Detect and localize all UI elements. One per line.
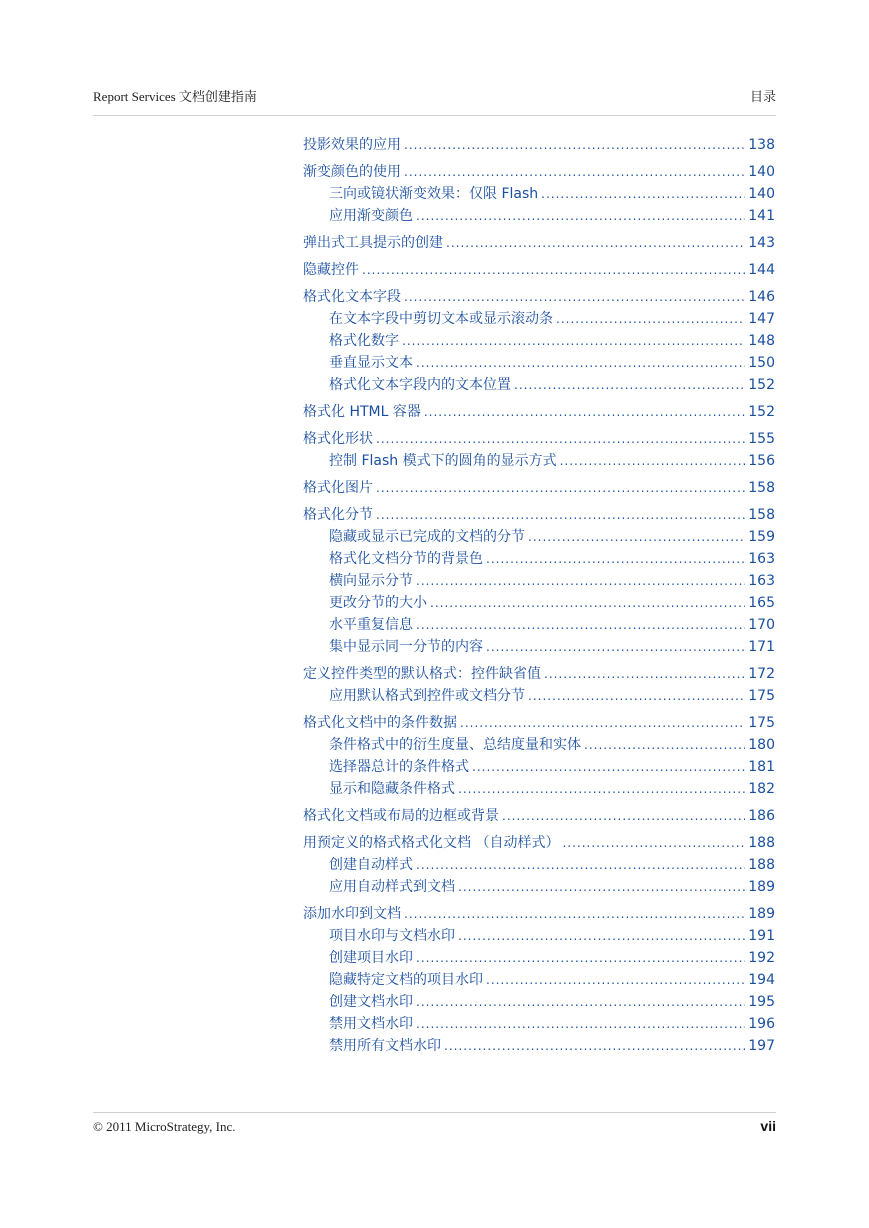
toc-page-number: 188 xyxy=(748,857,775,873)
dot-leader xyxy=(376,504,745,526)
toc-subentry[interactable] xyxy=(303,756,775,778)
toc-subentry[interactable] xyxy=(303,450,775,472)
toc-subentry[interactable] xyxy=(303,925,775,947)
toc-page-number: 156 xyxy=(748,453,775,469)
toc-entry[interactable] xyxy=(303,259,775,281)
toc-entry-title: 格式化文档或布局的边框或背景 xyxy=(303,808,499,824)
toc-page-number: 181 xyxy=(748,759,775,775)
toc-entry-title: 格式化 HTML 容器 xyxy=(303,404,421,420)
toc-page-number: 140 xyxy=(748,186,775,202)
dot-leader xyxy=(556,308,745,330)
toc-entry-title: 条件格式中的衍生度量、总结度量和实体 xyxy=(329,737,581,753)
dot-leader xyxy=(514,374,745,396)
toc-page-number: 165 xyxy=(748,595,775,611)
dot-leader xyxy=(376,477,745,499)
toc-entry-title: 更改分节的大小 xyxy=(329,595,427,611)
dot-leader xyxy=(416,947,745,969)
dot-leader xyxy=(460,712,745,734)
toc-entry-title: 隐藏特定文档的项目水印 xyxy=(329,972,483,988)
toc-page-number: 189 xyxy=(748,906,775,922)
toc-page-number: 144 xyxy=(748,262,775,278)
toc-page-number: 182 xyxy=(748,781,775,797)
copyright-notice: © 2011 MicroStrategy, Inc. xyxy=(93,1119,236,1134)
toc-entry[interactable] xyxy=(303,805,775,827)
toc-page-number: 138 xyxy=(748,137,775,153)
toc-entry[interactable] xyxy=(303,712,775,734)
toc-entry-title: 横向显示分节 xyxy=(329,573,413,589)
dot-leader xyxy=(458,876,745,898)
dot-leader xyxy=(430,592,745,614)
toc-entry-title: 显示和隐藏条件格式 xyxy=(329,781,455,797)
toc-subentry[interactable] xyxy=(303,614,775,636)
toc-subentry[interactable] xyxy=(303,592,775,614)
toc-entry[interactable] xyxy=(303,134,775,156)
toc-subentry[interactable] xyxy=(303,734,775,756)
dot-leader xyxy=(424,401,745,423)
toc-entry-title: 隐藏控件 xyxy=(303,262,359,278)
toc-entry[interactable] xyxy=(303,428,775,450)
dot-leader xyxy=(404,903,745,925)
toc-page-number: 163 xyxy=(748,551,775,567)
toc-subentry[interactable] xyxy=(303,876,775,898)
toc-page-number: 180 xyxy=(748,737,775,753)
toc-subentry[interactable] xyxy=(303,330,775,352)
toc-entry-title: 格式化数字 xyxy=(329,333,399,349)
dot-leader xyxy=(544,663,745,685)
toc-entry-title: 创建自动样式 xyxy=(329,857,413,873)
toc-subentry[interactable] xyxy=(303,778,775,800)
dot-leader xyxy=(402,330,745,352)
dot-leader xyxy=(486,548,745,570)
toc-entry-title: 应用自动样式到文档 xyxy=(329,879,455,895)
dot-leader xyxy=(404,134,745,156)
toc-entry-title: 格式化文档中的条件数据 xyxy=(303,715,457,731)
toc-page-number: 141 xyxy=(748,208,775,224)
toc-page-number: 147 xyxy=(748,311,775,327)
toc-page-number: 152 xyxy=(748,404,775,420)
toc-page-number: 172 xyxy=(748,666,775,682)
dot-leader xyxy=(560,450,746,472)
toc-entry-title: 创建项目水印 xyxy=(329,950,413,966)
dot-leader xyxy=(404,286,745,308)
dot-leader xyxy=(562,832,745,854)
toc-page-number: 150 xyxy=(748,355,775,371)
toc-subentry[interactable] xyxy=(303,548,775,570)
toc-entry-title: 应用渐变颜色 xyxy=(329,208,413,224)
toc-entry[interactable] xyxy=(303,286,775,308)
toc-page-number: 152 xyxy=(748,377,775,393)
toc-page-number: 170 xyxy=(748,617,775,633)
dot-leader xyxy=(446,232,745,254)
page-number: vii xyxy=(760,1118,776,1134)
toc-subentry[interactable] xyxy=(303,969,775,991)
toc-page-number: 155 xyxy=(748,431,775,447)
dot-leader xyxy=(528,526,745,548)
toc-entry-title: 格式化文档分节的背景色 xyxy=(329,551,483,567)
toc-entry-title: 格式化图片 xyxy=(303,480,373,496)
toc-subentry[interactable] xyxy=(303,352,775,374)
dot-leader xyxy=(458,925,745,947)
toc-entry-title: 集中显示同一分节的内容 xyxy=(329,639,483,655)
dot-leader xyxy=(362,259,745,281)
dot-leader xyxy=(486,636,745,658)
toc-entry-title: 禁用文档水印 xyxy=(329,1016,413,1032)
toc-entry-title: 垂直显示文本 xyxy=(329,355,413,371)
toc-entry-title: 应用默认格式到控件或文档分节 xyxy=(329,688,525,704)
toc-entry-title: 隐藏或显示已完成的文档的分节 xyxy=(329,529,525,545)
toc-subentry[interactable] xyxy=(303,854,775,876)
toc-subentry[interactable] xyxy=(303,1035,775,1057)
toc-entry-title: 格式化形状 xyxy=(303,431,373,447)
toc-subentry[interactable] xyxy=(303,374,775,396)
toc-entry[interactable] xyxy=(303,504,775,526)
toc-subentry[interactable] xyxy=(303,1013,775,1035)
toc-page-number: 158 xyxy=(748,480,775,496)
toc-entry-title: 水平重复信息 xyxy=(329,617,413,633)
table-of-contents xyxy=(303,134,775,1057)
toc-entry-title: 添加水印到文档 xyxy=(303,906,401,922)
dot-leader xyxy=(416,205,745,227)
toc-entry[interactable] xyxy=(303,832,775,854)
page-footer xyxy=(93,1119,776,1139)
toc-subentry[interactable] xyxy=(303,636,775,658)
dot-leader xyxy=(416,352,745,374)
toc-entry-title: 控制 Flash 模式下的圆角的显示方式 xyxy=(329,453,557,469)
dot-leader xyxy=(458,778,745,800)
dot-leader xyxy=(416,1013,745,1035)
toc-entry-title: 用预定义的格式格式化文档 （自动样式） xyxy=(303,835,560,851)
toc-page-number: 175 xyxy=(748,715,775,731)
document-title: Report Services 文档创建指南 xyxy=(93,89,257,104)
toc-page-number: 194 xyxy=(748,972,775,988)
toc-entry[interactable] xyxy=(303,477,775,499)
toc-subentry[interactable] xyxy=(303,570,775,592)
dot-leader xyxy=(486,969,745,991)
toc-page-number: 191 xyxy=(748,928,775,944)
toc-entry[interactable] xyxy=(303,232,775,254)
toc-page-number: 148 xyxy=(748,333,775,349)
dot-leader xyxy=(502,805,745,827)
toc-page-number: 189 xyxy=(748,879,775,895)
toc-subentry[interactable] xyxy=(303,308,775,330)
toc-entry[interactable] xyxy=(303,401,775,423)
dot-leader xyxy=(416,854,745,876)
toc-page-number: 146 xyxy=(748,289,775,305)
toc-entry-title: 三向或镜状渐变效果：仅限 Flash xyxy=(329,186,539,202)
footer-divider xyxy=(93,1112,776,1113)
toc-page-number: 186 xyxy=(748,808,775,824)
dot-leader xyxy=(416,570,745,592)
toc-entry-title: 在文本字段中剪切文本或显示滚动条 xyxy=(329,311,553,327)
toc-page-number: 163 xyxy=(748,573,775,589)
dot-leader xyxy=(528,685,745,707)
toc-entry[interactable] xyxy=(303,161,775,183)
toc-entry[interactable] xyxy=(303,663,775,685)
toc-entry-title: 渐变颜色的使用 xyxy=(303,164,401,180)
dot-leader xyxy=(584,734,745,756)
toc-page-number: 171 xyxy=(748,639,775,655)
toc-page-number: 140 xyxy=(748,164,775,180)
page-header xyxy=(93,86,776,108)
toc-page-number: 175 xyxy=(748,688,775,704)
toc-subentry[interactable] xyxy=(303,183,775,205)
toc-entry-title: 项目水印与文档水印 xyxy=(329,928,455,944)
toc-subentry[interactable] xyxy=(303,526,775,548)
dot-leader xyxy=(472,756,745,778)
dot-leader xyxy=(416,991,745,1013)
dot-leader xyxy=(541,183,745,205)
toc-page-number: 195 xyxy=(748,994,775,1010)
toc-subentry[interactable] xyxy=(303,947,775,969)
toc-page-number: 158 xyxy=(748,507,775,523)
toc-page-number: 192 xyxy=(748,950,775,966)
toc-entry-title: 禁用所有文档水印 xyxy=(329,1038,441,1054)
toc-entry-title: 选择器总计的条件格式 xyxy=(329,759,469,775)
toc-subentry[interactable] xyxy=(303,685,775,707)
dot-leader xyxy=(444,1035,745,1057)
dot-leader xyxy=(404,161,745,183)
section-title: 目录 xyxy=(749,89,776,104)
toc-entry-title: 投影效果的应用 xyxy=(303,137,401,153)
toc-page-number: 143 xyxy=(748,235,775,251)
toc-entry-title: 格式化文本字段 xyxy=(303,289,401,305)
toc-entry-title: 定义控件类型的默认格式：控件缺省值 xyxy=(303,666,541,682)
dot-leader xyxy=(376,428,745,450)
toc-page-number: 188 xyxy=(748,835,775,851)
toc-entry-title: 格式化文本字段内的文本位置 xyxy=(329,377,511,393)
dot-leader xyxy=(416,614,745,636)
toc-entry-title: 创建文档水印 xyxy=(329,994,413,1010)
toc-subentry[interactable] xyxy=(303,205,775,227)
toc-page-number: 159 xyxy=(748,529,775,545)
toc-subentry[interactable] xyxy=(303,991,775,1013)
toc-entry-title: 弹出式工具提示的创建 xyxy=(303,235,443,251)
toc-page-number: 196 xyxy=(748,1016,775,1032)
header-divider xyxy=(93,115,776,116)
toc-page-number: 197 xyxy=(748,1038,775,1054)
toc-entry-title: 格式化分节 xyxy=(303,507,373,523)
toc-entry[interactable] xyxy=(303,903,775,925)
